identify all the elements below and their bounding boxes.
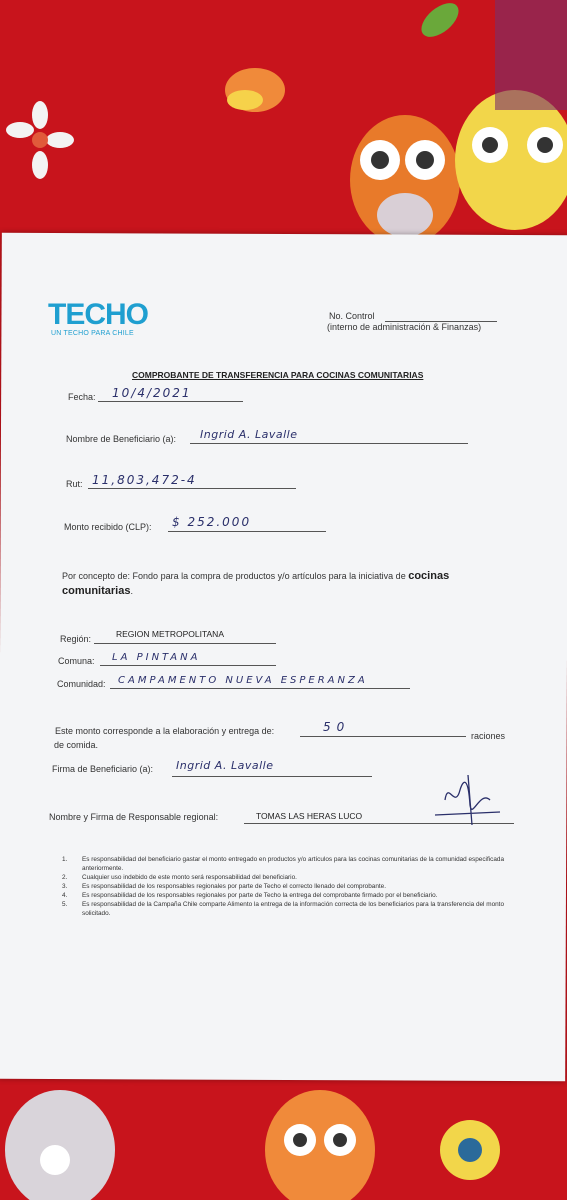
monto-line: [168, 531, 326, 532]
comuna-value: LA PINTANA: [112, 652, 201, 663]
region-label: Región:: [60, 634, 92, 644]
note-number: 2.: [62, 874, 68, 881]
monto-value: $ 252.000: [172, 515, 252, 529]
responsable-value: TOMAS LAS HERAS LUCO: [256, 811, 363, 821]
fecha-value: 10/4/2021: [112, 386, 192, 400]
responsable-label: Nombre y Firma de Responsable regional:: [49, 812, 219, 822]
note-text: Cualquier uso indebido de este monto será responsabilidad del beneficiario.: [82, 874, 297, 881]
bird-icon: [225, 68, 285, 112]
note-item: [62, 882, 522, 891]
note-text: Es responsabilidad de la Campaña Chile comparte Alimento la entrega de la información correcta de los beneficiarios para la transferencia del monto solicitado.: [82, 901, 505, 917]
note-number: 3.: [62, 883, 68, 890]
techo-logo: TECHO: [48, 298, 148, 331]
raciones-line: [300, 736, 466, 737]
firma-beneficiario-label: Firma de Beneficiario (a):: [52, 764, 154, 774]
concept-bold-cocinas: cocinas: [408, 570, 450, 582]
note-item: [62, 873, 522, 882]
comunidad-value: CAMPAMENTO NUEVA ESPERANZA: [118, 675, 368, 686]
control-number-note: (interno de administración & Finanzas): [327, 322, 482, 332]
notes-list: [62, 855, 522, 918]
comunidad-label: Comunidad:: [57, 679, 106, 689]
logo-tagline: UN TECHO PARA CHILE: [51, 330, 134, 337]
beneficiario-value: Ingrid A. Lavalle: [200, 428, 298, 441]
comunidad-line: [110, 688, 410, 689]
fecha-label: Fecha:: [68, 392, 96, 402]
control-number-label: No. Control: [329, 311, 375, 321]
note-text: Es responsabilidad del beneficiario gastar el monto entregado en productos y/o artículos para las cocinas comunitarias de la comunidad especificada anteriormente.: [82, 856, 505, 872]
region-line: [94, 643, 276, 644]
owl-icon: [350, 115, 460, 245]
note-text: Es responsabilidad de los responsables regionales por parte de Techo el correcto llenado del comprobante.: [82, 883, 386, 890]
note-item: [62, 900, 522, 918]
concept-body: Por concepto de: Fondo para la compra de productos y/o artículos para la iniciativa de: [62, 571, 406, 581]
fecha-line: [98, 401, 243, 402]
note-text: Es responsabilidad de los responsables regionales por parte de Techo la entrega del comprobante firmado por el beneficiario.: [82, 892, 438, 899]
rut-value: 11,803,472-4: [92, 473, 197, 487]
concept-text: [62, 570, 449, 582]
flower-icon: [440, 1120, 500, 1180]
firma-beneficiario-value: Ingrid A. Lavalle: [176, 759, 274, 772]
note-item: [62, 855, 522, 873]
rut-label: Rut:: [66, 479, 83, 489]
concept-bold-comunitarias: comunitarias: [62, 585, 131, 597]
region-value: REGION METROPOLITANA: [116, 629, 224, 639]
note-number: 1.: [62, 856, 68, 863]
responsable-signature: [430, 770, 510, 830]
raciones-suffix: raciones: [471, 731, 506, 741]
rut-line: [88, 488, 296, 489]
note-item: [62, 891, 522, 900]
firma-beneficiario-line: [172, 776, 372, 777]
beneficiario-line: [190, 443, 468, 444]
monto-label: Monto recibido (CLP):: [64, 522, 152, 532]
beneficiario-label: Nombre de Beneficiario (a):: [66, 434, 177, 444]
raciones-label: Este monto corresponde a la elaboración y entrega de:: [55, 726, 275, 736]
concept-end: .: [130, 586, 133, 596]
raciones-value: 50: [323, 720, 351, 734]
comuna-label: Comuna:: [58, 656, 95, 666]
concept-text-line2: [62, 585, 133, 597]
comuna-line: [100, 665, 276, 666]
note-number: 5.: [62, 901, 68, 908]
note-number: 4.: [62, 892, 68, 899]
document-title: COMPROBANTE DE TRANSFERENCIA PARA COCINAS COMUNITARIAS: [132, 370, 424, 380]
spiral-binding-icon: [495, 0, 567, 110]
raciones-suffix-2: de comida.: [54, 740, 99, 750]
